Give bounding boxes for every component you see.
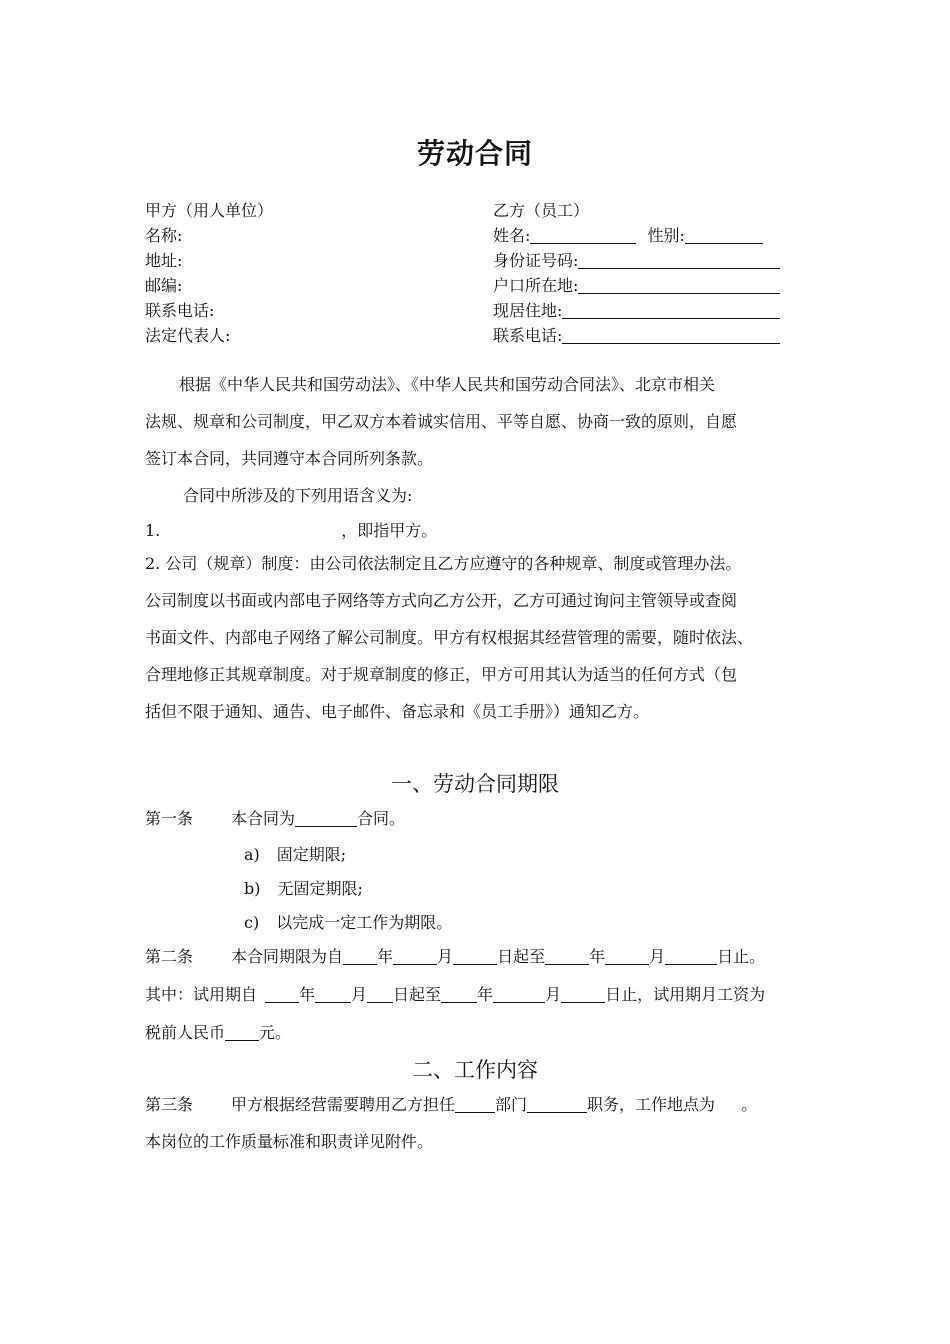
probation-end-text: 日止，试用期月工资为: [605, 985, 766, 1004]
day-from-label: 日起至: [497, 947, 546, 966]
probation-line: [145, 985, 765, 1005]
article-3-line-2: 本岗位的工作质量标准和职责详见附件。: [145, 1132, 434, 1151]
section-1-heading: 一、劳动合同期限: [391, 772, 559, 796]
option-b-text: 无固定期限;: [277, 879, 363, 898]
preamble-line-1: 根据《中华人民共和国劳动法》、《中华人民共和国劳动合同法》、北京市相关: [179, 375, 716, 394]
definition-2-line-1: 2. 公司（规章）制度：由公司依法制定且乙方应遵守的各种规章、制度或管理办法。: [145, 554, 742, 573]
section-2-heading: 二、工作内容: [412, 1058, 538, 1082]
party-b-id-row: [493, 251, 780, 271]
article-3-text-c: 职务，工作地点为: [587, 1095, 716, 1114]
option-c-text: 以完成一定工作为期限。: [276, 913, 453, 932]
article-2-label: 第二条: [145, 947, 194, 966]
year-label: 年: [377, 947, 394, 966]
option-a-label: a): [244, 845, 260, 864]
party-a-postcode-label: 邮编:: [145, 276, 183, 295]
department-blank[interactable]: [455, 1096, 495, 1113]
month-label: 月: [351, 985, 368, 1004]
article-3-label: 第三条: [145, 1095, 194, 1114]
party-b-phone-label: 联系电话:: [493, 326, 563, 345]
probation-end-year-blank[interactable]: [441, 986, 477, 1003]
party-b-header: 乙方（员工）: [493, 201, 590, 220]
party-b-id-label: 身份证号码:: [493, 251, 579, 270]
hukou-blank[interactable]: [578, 277, 780, 294]
contract-type-blank[interactable]: [295, 810, 357, 827]
article-3-text-b: 部门: [495, 1095, 528, 1114]
article-2-text: 本合同期限为自: [231, 947, 344, 966]
preamble-line-3: 签订本合同，共同遵守本合同所列条款。: [145, 449, 434, 468]
id-number-blank[interactable]: [578, 252, 780, 269]
party-b-hukou-label: 户口所在地:: [493, 276, 579, 295]
article-3: [145, 1095, 757, 1115]
article-1-label: 第一条: [145, 809, 194, 828]
day-from-label: 日起至: [393, 985, 442, 1004]
article-3-text-d: 。: [741, 1095, 758, 1114]
definition-2: [145, 545, 753, 730]
salary-line: [145, 1023, 291, 1043]
salary-unit: 元。: [259, 1023, 292, 1042]
contract-title: 劳动合同: [416, 137, 533, 170]
option-a-text: 固定期限;: [276, 845, 347, 864]
option-b-label: b): [244, 879, 261, 898]
definition-2-line-3: 书面文件、内部电子网络了解公司制度。甲方有权根据其经营管理的需要，随时依法、: [145, 628, 754, 647]
preamble-paragraph: [145, 366, 737, 477]
party-a-name-label: 名称:: [145, 226, 183, 245]
preamble-line-2: 法规、规章和公司制度，甲乙双方本着诚实信用、平等自愿、协商一致的原则，自愿: [145, 412, 738, 431]
residence-blank[interactable]: [562, 302, 780, 319]
month-label: 月: [649, 947, 666, 966]
definition-1-text: ，即指甲方。: [341, 521, 438, 540]
start-year-blank[interactable]: [343, 948, 377, 965]
year-label: 年: [589, 947, 606, 966]
party-b-residence-label: 现居住地:: [493, 301, 563, 320]
article-1-text-b: 合同。: [357, 809, 406, 828]
day-end-label: 日止。: [717, 947, 766, 966]
party-b-phone-row: [493, 326, 780, 346]
party-b-residence-row: [493, 301, 780, 321]
party-b-hukou-row: [493, 276, 780, 296]
definition-1-number: 1.: [145, 521, 161, 540]
probation-start-day-blank[interactable]: [367, 986, 393, 1003]
year-label: 年: [299, 985, 316, 1004]
end-year-blank[interactable]: [545, 948, 589, 965]
end-day-blank[interactable]: [665, 948, 717, 965]
probation-text: 其中：试用期自: [145, 985, 258, 1004]
probation-start-month-blank[interactable]: [315, 986, 351, 1003]
option-b: [244, 879, 363, 899]
gender-blank[interactable]: [685, 227, 763, 244]
article-2: [145, 947, 765, 967]
phone-blank[interactable]: [562, 327, 780, 344]
article-3-text-a: 甲方根据经营需要聘用乙方担任: [231, 1095, 456, 1114]
month-label: 月: [437, 947, 454, 966]
option-c: [244, 913, 452, 933]
party-b-gender-label: 性别:: [647, 226, 685, 245]
party-b-name-row: [493, 226, 763, 246]
probation-start-year-blank[interactable]: [265, 986, 299, 1003]
party-a-header: 甲方（用人单位）: [145, 201, 274, 220]
position-blank[interactable]: [527, 1096, 587, 1113]
name-blank[interactable]: [530, 227, 636, 244]
option-c-label: c): [244, 913, 260, 932]
definition-1: [145, 521, 437, 541]
start-day-blank[interactable]: [453, 948, 497, 965]
party-b-name-label: 姓名:: [493, 226, 531, 245]
party-a-legal-rep-label: 法定代表人:: [145, 326, 231, 345]
salary-text: 税前人民币: [145, 1023, 226, 1042]
definition-2-line-4: 合理地修正其规章制度。对于规章制度的修正，甲方可用其认为适当的任何方式（包: [145, 665, 738, 684]
month-label: 月: [545, 985, 562, 1004]
year-label: 年: [477, 985, 494, 1004]
start-month-blank[interactable]: [393, 948, 437, 965]
end-month-blank[interactable]: [605, 948, 649, 965]
article-1: [145, 809, 405, 829]
party-a-phone-label: 联系电话:: [145, 301, 215, 320]
definition-2-line-2: 公司制度以书面或内部电子网络等方式向乙方公开，乙方可通过询问主管领导或查阅: [145, 591, 738, 610]
party-a-address-label: 地址:: [145, 251, 183, 270]
option-a: [244, 845, 346, 865]
salary-blank[interactable]: [225, 1024, 259, 1041]
probation-end-day-blank[interactable]: [561, 986, 605, 1003]
definition-2-line-5: 括但不限于通知、通告、电子邮件、备忘录和《员工手册》）通知乙方。: [145, 702, 650, 721]
probation-end-month-blank[interactable]: [493, 986, 545, 1003]
definitions-intro: 合同中所涉及的下列用语含义为:: [183, 486, 413, 505]
article-1-text-a: 本合同为: [231, 809, 296, 828]
